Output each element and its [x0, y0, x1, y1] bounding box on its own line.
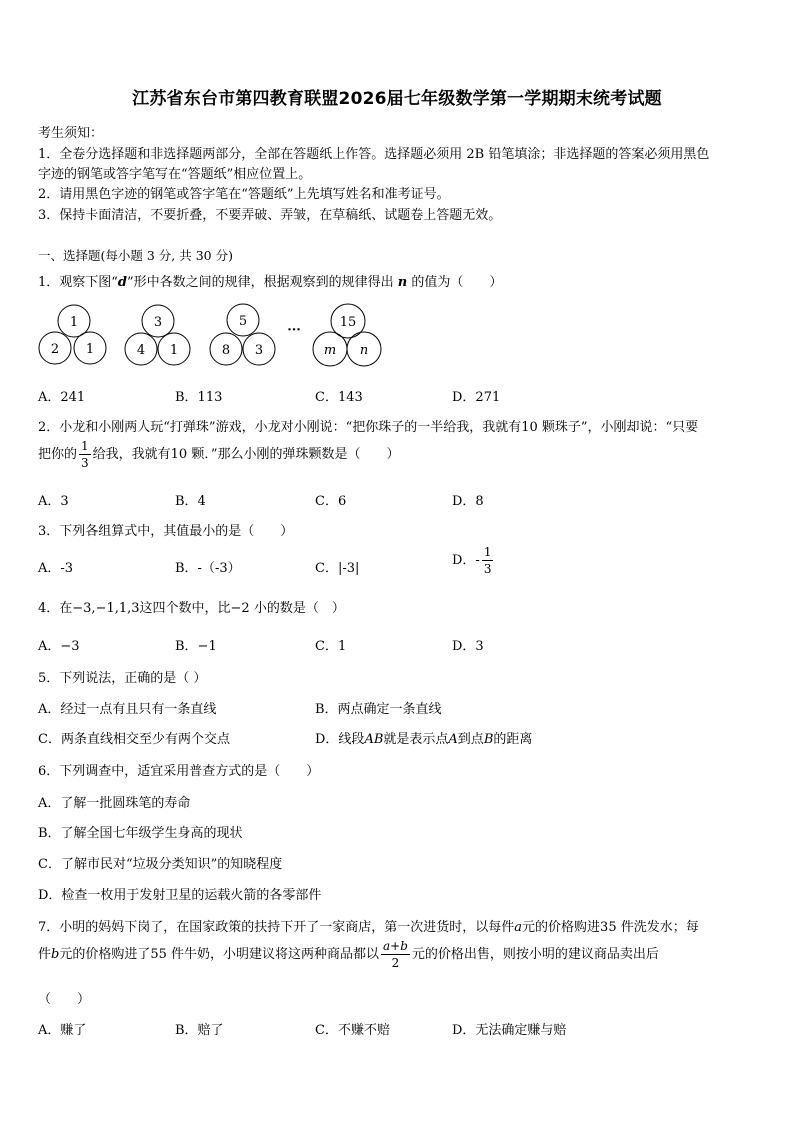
q6-option-c[interactable]: C．了解市民对“垃圾分类知识”的知晓程度: [38, 857, 283, 872]
fig3-top: 5: [238, 314, 248, 329]
fraction: $\frac{1}{3}$: [483, 545, 492, 576]
fig4-right: n: [359, 343, 369, 358]
q7-option-d[interactable]: D．无法确定赚与赔: [452, 1023, 567, 1038]
q1-circle-figures: [30, 298, 390, 374]
fig3-left: 8: [221, 343, 231, 358]
notice-heading: 考生须知：: [38, 126, 104, 141]
q2-option-b[interactable]: B．4: [175, 494, 206, 509]
q7-line1: 7．小明的妈妈下岗了，在国家政策的扶持下开了一家商店，第一次进货时，以每件a元的价格购进35 件洗发水；每: [38, 920, 699, 935]
var-n: n: [397, 275, 408, 290]
q2-option-a[interactable]: A．3: [38, 494, 69, 509]
q2-line2: 把你的 $\frac{1}{3}$ 给我，我就有10 颗．”那么小刚的弹珠颗数是（ ）: [38, 439, 400, 470]
q3-option-b[interactable]: B．-（-3）: [175, 561, 241, 576]
q1-option-b[interactable]: B．113: [175, 390, 223, 405]
q6-stem: 6．下列调查中，适宜采用普查方式的是（ ）: [38, 764, 320, 779]
notice-item-1a: 1．全卷分选择题和非选择题两部分，全部在答题纸上作答。选择题必须用 2B 铅笔填涂；非选择题的答案必须用黑色: [38, 147, 710, 162]
q7-option-a[interactable]: A．赚了: [38, 1023, 87, 1038]
fig2-top: 3: [153, 315, 163, 330]
q5-option-b[interactable]: B．两点确定一条直线: [315, 702, 442, 717]
q2-line1: 2．小龙和小刚两人玩“打弹珠”游戏，小龙对小刚说：“把你珠子的一半给我，我就有10 颗珠子”，小刚却说：“只要: [38, 420, 699, 435]
exam-title: 江苏省东台市第四教育联盟2026届七年级数学第一学期期末统考试题: [132, 89, 662, 109]
q6-option-b[interactable]: B．了解全国七年级学生身高的现状: [38, 826, 243, 841]
q5-option-c[interactable]: C．两条直线相交至少有两个交点: [38, 732, 230, 747]
fig4-left: m: [323, 343, 337, 358]
q4-option-c[interactable]: C．1: [315, 639, 347, 654]
q3-option-c[interactable]: C．|-3|: [315, 561, 360, 576]
fig2-right: 1: [169, 343, 179, 358]
q7-line3: （ ）: [38, 992, 91, 1007]
q7-line2: 件b元的价格购进了55 件牛奶，小明建议将这两种商品都以 $\frac{a+b}{2}$ 元的价格出售，则按小明的建议商品卖出后: [38, 939, 659, 970]
q2-option-c[interactable]: C．6: [315, 494, 347, 509]
notice-item-3: 3．保持卡面清洁，不要折叠，不要弄破、弄皱，在草稿纸、试题卷上答题无效。: [38, 208, 502, 223]
var-d: d: [117, 275, 128, 290]
q6-option-d[interactable]: D．检查一枚用于发射卫星的运载火箭的各零部件: [38, 888, 322, 903]
fig1-right: 1: [85, 342, 95, 357]
q3-option-d[interactable]: D．- $\frac{1}{3}$: [452, 545, 492, 576]
q4-stem: 4．在−3,−1,1,3这四个数中，比−2 小的数是（ ）: [38, 601, 345, 616]
ellipsis: ···: [287, 323, 301, 338]
section-heading: 一、选择题(每小题 3 分, 共 30 分): [38, 248, 233, 263]
q6-option-a[interactable]: A．了解一批圆珠笔的寿命: [38, 796, 191, 811]
q7-option-c[interactable]: C．不赚不赔: [315, 1023, 390, 1038]
q3-stem: 3．下列各组算式中，其值最小的是（ ）: [38, 524, 294, 539]
q2-option-d[interactable]: D．8: [452, 494, 484, 509]
q3-option-a[interactable]: A．-3: [38, 561, 74, 576]
q4-option-d[interactable]: D．3: [452, 639, 484, 654]
q4-option-a[interactable]: A．−3: [38, 639, 80, 654]
fig1-left: 2: [50, 342, 60, 357]
notice-item-1b: 字迹的钢笔或答字笔写在“答题纸”相应位置上。: [38, 167, 312, 182]
q1-option-a[interactable]: A．241: [38, 390, 86, 405]
fig4-top: 15: [339, 315, 357, 330]
fig2-left: 4: [136, 343, 146, 358]
q5-stem: 5．下列说法，正确的是（ ）: [38, 671, 207, 686]
fig1-top: 1: [69, 315, 79, 330]
notice-item-2: 2．请用黑色字迹的钢笔或答字笔在“答题纸”上先填写姓名和准考证号。: [38, 187, 450, 202]
fraction: $\frac{a+b}{2}$: [383, 939, 408, 970]
fraction: $\frac{1}{3}$: [81, 439, 89, 470]
q5-option-a[interactable]: A．经过一点有且只有一条直线: [38, 702, 217, 717]
q7-option-b[interactable]: B．赔了: [175, 1023, 224, 1038]
fig3-right: 3: [254, 343, 264, 358]
q1-option-c[interactable]: C．143: [315, 390, 363, 405]
q1-stem: 1．观察下图“d”形中各数之间的规律，根据观察到的规律得出 n 的值为（ ）: [38, 275, 503, 290]
q5-option-d[interactable]: D．线段AB就是表示点A到点B的距离: [315, 732, 533, 747]
q4-option-b[interactable]: B．−1: [175, 639, 217, 654]
q1-option-d[interactable]: D．271: [452, 390, 501, 405]
